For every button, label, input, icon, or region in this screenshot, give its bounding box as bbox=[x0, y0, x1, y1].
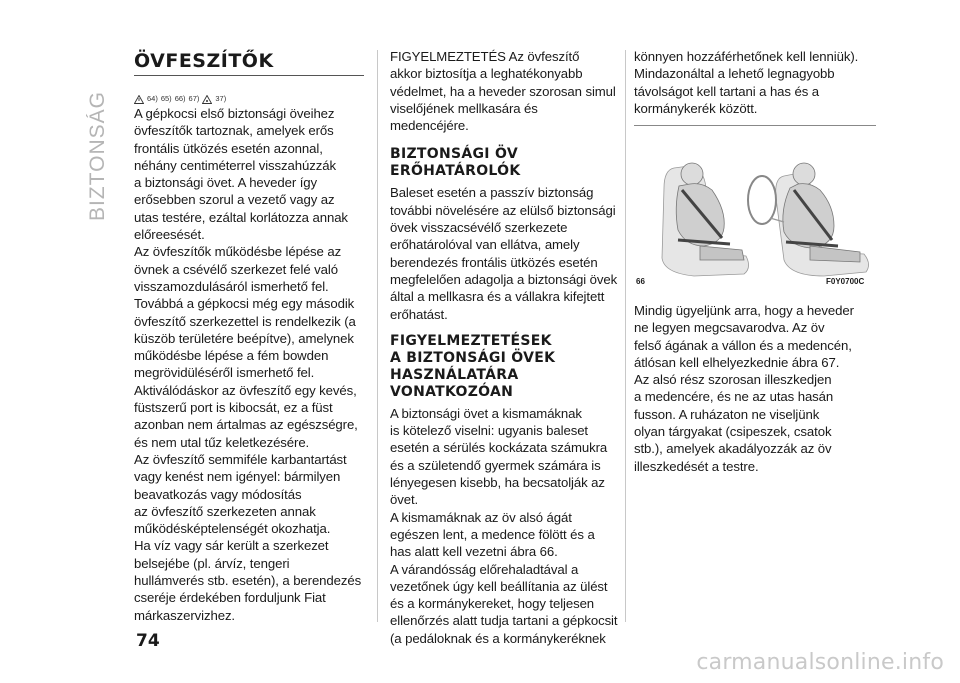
heading-line: BIZTONSÁGI ÖV bbox=[390, 146, 518, 163]
text-line: Mindig ügyeljünk arra, hogy a heveder bbox=[634, 303, 854, 318]
text-line: A biztonsági övet a kismamáknak bbox=[390, 405, 582, 421]
warning-references bbox=[134, 93, 364, 105]
text-line: viselőjének mellkasára és medencéjére. bbox=[390, 100, 538, 134]
text-line: cseréje érdekében forduljunk Fiat bbox=[134, 590, 326, 606]
text-line: övet. bbox=[390, 492, 419, 508]
text-line: övnek a csévélő szerkezet felé való bbox=[134, 261, 338, 277]
text-line: fusson. A ruházaton ne viseljünk bbox=[634, 406, 820, 422]
column-divider bbox=[625, 50, 626, 622]
force-limiters-text bbox=[390, 184, 620, 322]
text-line: visszamozdulásáról ismerhető fel. bbox=[134, 278, 329, 294]
text-line: erőhatárolóval van ellátva, amely bbox=[390, 237, 580, 253]
text-line: belsejébe (pl. árvíz, tengeri bbox=[134, 555, 290, 571]
text-line: is kötelező viselni: ugyanis baleset bbox=[390, 423, 588, 439]
text-line: berendezés frontális ütközés esetén bbox=[390, 254, 598, 270]
text-line: azonban nem ártalmas az egészségre, bbox=[134, 417, 358, 433]
heading-line: HASZNÁLATÁRA bbox=[390, 366, 519, 383]
belt-warnings-text bbox=[390, 405, 620, 647]
text-line: erősebben szorul a vezető vagy az bbox=[134, 192, 335, 208]
text-line: vagy kenést nem igényel: bármilyen bbox=[134, 469, 341, 485]
text-line: övek visszacsévélő szerkezete bbox=[390, 220, 568, 236]
text-line: védelmet, ha a heveder szorosan simul bbox=[390, 83, 616, 99]
belt-position-text bbox=[634, 302, 879, 475]
text-line: erőhatást. bbox=[390, 306, 448, 322]
text-line: akkor biztosítja a leghatékonyabb bbox=[390, 66, 583, 82]
warning-triangle-icon bbox=[134, 95, 144, 104]
text-line: megfelelően adagolja a biztonsági övek bbox=[390, 271, 618, 287]
heading-line: A BIZTONSÁGI ÖVEK bbox=[390, 349, 556, 366]
text-line: Ha víz vagy sár került a szerkezet bbox=[134, 538, 329, 554]
text-line: küszöb területére beépítve), amelynek bbox=[134, 330, 354, 346]
text-line: a biztonsági övet. A heveder így bbox=[134, 175, 318, 191]
section-side-label: BIZTONSÁG bbox=[86, 91, 109, 221]
text-line: további növelésére az elülső biztonsági bbox=[390, 202, 616, 218]
text-line: az övfeszítő szerkezeten annak bbox=[134, 503, 316, 519]
ref-66: 66) bbox=[174, 94, 186, 103]
text-line: által a mellkasra és a vállakra kifejtett bbox=[390, 289, 605, 305]
text-line: esetén a sérülés kockázata számukra bbox=[390, 440, 608, 456]
ref-67: 67) bbox=[188, 94, 200, 103]
heading-line: ERŐHATÁROLÓK bbox=[390, 163, 521, 180]
body-text bbox=[134, 105, 364, 624]
text-line: (a pedáloknak és a kormánykeréknek bbox=[390, 630, 606, 646]
text-line: a medencére, és ne az utas hasán bbox=[634, 389, 834, 405]
text-line: távolságot kell tartani a has és a bbox=[634, 83, 819, 99]
text-line: működésbe lépése a fém bowden bbox=[134, 348, 329, 364]
heading-rule bbox=[134, 75, 364, 76]
text-line: A gépkocsi első biztonsági öveihez bbox=[134, 106, 335, 121]
text-line: FIGYELMEZTETÉS Az övfeszítő bbox=[390, 49, 580, 64]
subsection-heading-belt-warnings bbox=[390, 333, 620, 401]
text-line: előreesését. bbox=[134, 227, 205, 243]
watermark: carmanualsonline.info bbox=[696, 650, 944, 675]
text-line: Aktiválódáskor az övfeszítő egy kevés, bbox=[134, 382, 357, 398]
heading-line: VONATKOZÓAN bbox=[390, 383, 514, 400]
text-line: átlósan kell elhelyezkednie ábra 67. bbox=[634, 354, 840, 370]
page-number: 74 bbox=[136, 631, 160, 651]
text-line: működésképtelenségét okozhatja. bbox=[134, 521, 331, 537]
text-line: ne legyen megcsavarodva. Az öv bbox=[634, 320, 825, 336]
ref-65: 65) bbox=[160, 94, 172, 103]
heading-line: FIGYELMEZTETÉSEK bbox=[390, 332, 552, 349]
text-line: kormánykerék között. bbox=[634, 100, 758, 116]
text-line: A kismamáknak az öv alsó ágát bbox=[390, 509, 572, 525]
column-3 bbox=[634, 48, 879, 117]
text-line: könnyen hozzáférhetőnek kell lenniük). bbox=[634, 49, 859, 64]
text-line: és nem utal tűz keletkezésére. bbox=[134, 434, 310, 450]
subsection-heading-force-limiters bbox=[390, 146, 620, 180]
text-line: Továbbá a gépkocsi még egy második bbox=[134, 296, 355, 312]
column-1-body bbox=[134, 80, 364, 624]
text-line: beavatkozás vagy módosítás bbox=[134, 486, 302, 502]
text-line: olyan tárgyakat (csipeszek, csatok bbox=[634, 424, 832, 440]
text-line: és a születendő gyermek számára is bbox=[390, 457, 601, 473]
text-line: Az övfeszítő semmiféle karbantartást bbox=[134, 451, 347, 467]
text-line: Az alsó rész szorosan illeszkedjen bbox=[634, 372, 832, 388]
text-line: illeszkedését a testre. bbox=[634, 458, 759, 474]
column-1 bbox=[134, 48, 364, 72]
text-line: vezetőnek úgy kell beállítania az ülést bbox=[390, 578, 608, 594]
text-line: Az övfeszítők működésbe lépése az bbox=[134, 244, 342, 260]
text-line: és a kormánykereket, hogy teljesen bbox=[390, 596, 595, 612]
column-divider bbox=[377, 50, 378, 622]
text-line: felső ágának a vállon és a medencén, bbox=[634, 337, 852, 353]
text-line: has alatt kell vezetni ábra 66. bbox=[390, 544, 558, 560]
text-line: hullámverés stb. esetén), a berendezés bbox=[134, 573, 362, 589]
column-3-bottom bbox=[634, 302, 879, 475]
text-line: frontális ütközés esetén azonnal, bbox=[134, 140, 323, 156]
text-line: megrövidüléséről ismerhető fel. bbox=[134, 365, 315, 381]
ref-64: 64) bbox=[147, 94, 158, 103]
text-line: néhány centiméterrel visszahúzzák bbox=[134, 157, 336, 173]
pregnant-passenger-seatbelt-illustration bbox=[634, 148, 874, 286]
section-heading: ÖVFESZÍTŐK bbox=[134, 50, 274, 72]
warning-paragraph bbox=[390, 48, 620, 134]
text-line: egészen lent, a medence fölött és a bbox=[390, 526, 595, 542]
text-line: füstszerű port is kibocsát, ez a füst bbox=[134, 400, 333, 416]
text-line: Mindazonáltal a lehető legnagyobb bbox=[634, 66, 835, 82]
text-line: Baleset esetén a passzív biztonság bbox=[390, 185, 594, 201]
text-line: utas testére, ezáltal korlátozza annak bbox=[134, 209, 348, 225]
text-line: A várandósság előrehaladtával a bbox=[390, 561, 579, 577]
text-line: ellenőrzés alatt tudja tartani a gépkocsit bbox=[390, 613, 618, 629]
text-line: stb.), amelyek akadályozzák az öv bbox=[634, 441, 832, 457]
ref-37: 37) bbox=[215, 94, 227, 103]
column-2 bbox=[390, 48, 620, 647]
figure-top-rule bbox=[634, 125, 876, 126]
text-line: márkaszervizhez. bbox=[134, 607, 235, 623]
text-line: övfeszítő szerkezettel is rendelkezik (a bbox=[134, 313, 356, 329]
continued-text bbox=[634, 48, 879, 117]
figure-number: 66 bbox=[636, 277, 645, 286]
caution-triangle-icon bbox=[202, 95, 212, 104]
figure-code: F0Y0700C bbox=[826, 277, 865, 286]
text-line: övfeszítők tartoznak, amelyek erős bbox=[134, 123, 334, 139]
text-line: lényegesen kisebb, ha becsatolják az bbox=[390, 475, 605, 491]
